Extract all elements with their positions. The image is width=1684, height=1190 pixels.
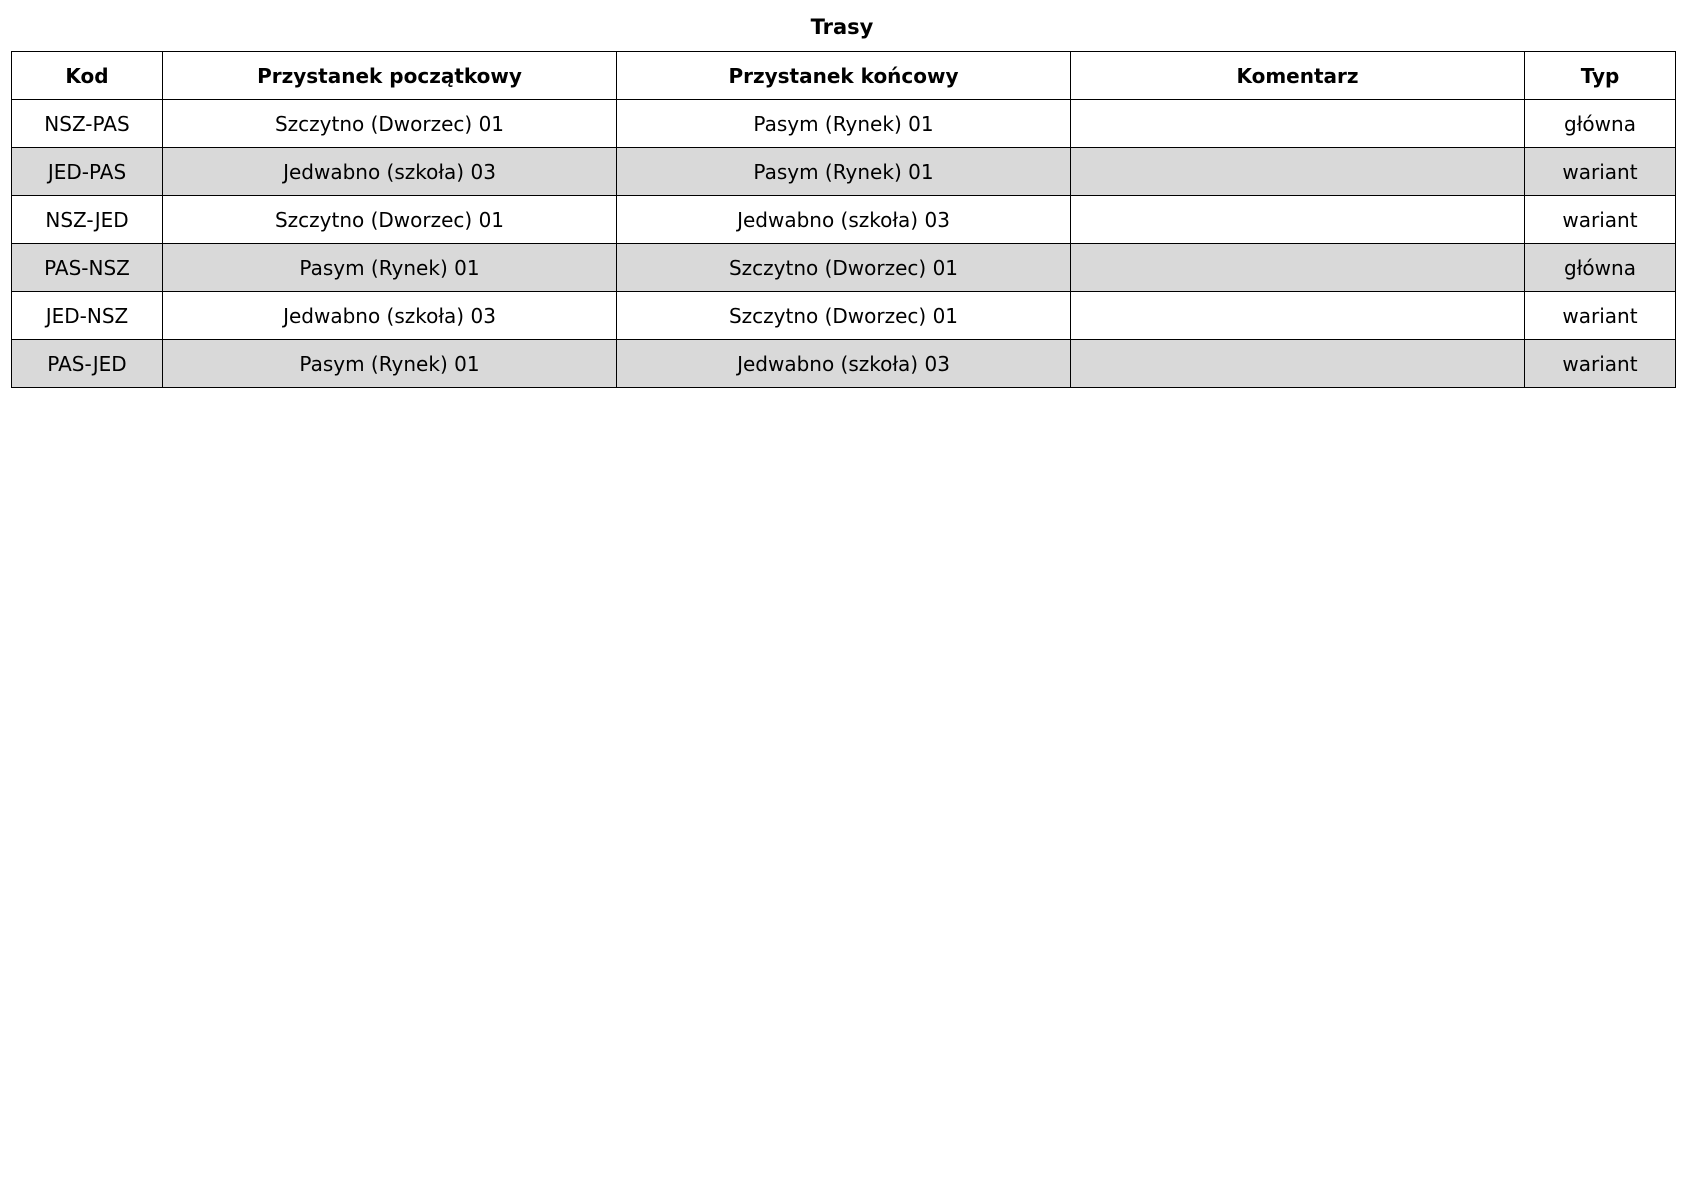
routes-table bbox=[11, 51, 1676, 388]
cell-comment bbox=[1071, 244, 1525, 292]
table-row bbox=[12, 100, 1676, 148]
cell-comment bbox=[1071, 100, 1525, 148]
cell-kod: NSZ-PAS bbox=[12, 100, 163, 148]
table-row bbox=[12, 292, 1676, 340]
cell-end-stop: Pasym (Rynek) 01 bbox=[617, 100, 1071, 148]
cell-type: wariant bbox=[1525, 340, 1676, 388]
cell-type: wariant bbox=[1525, 196, 1676, 244]
cell-type: główna bbox=[1525, 244, 1676, 292]
cell-kod: PAS-NSZ bbox=[12, 244, 163, 292]
cell-end-stop: Jedwabno (szkoła) 03 bbox=[617, 340, 1071, 388]
cell-comment bbox=[1071, 340, 1525, 388]
cell-kod: NSZ-JED bbox=[12, 196, 163, 244]
cell-type: wariant bbox=[1525, 148, 1676, 196]
table-row bbox=[12, 340, 1676, 388]
cell-start-stop: Pasym (Rynek) 01 bbox=[163, 244, 617, 292]
table-row bbox=[12, 196, 1676, 244]
cell-start-stop: Szczytno (Dworzec) 01 bbox=[163, 100, 617, 148]
cell-kod: PAS-JED bbox=[12, 340, 163, 388]
cell-end-stop: Szczytno (Dworzec) 01 bbox=[617, 292, 1071, 340]
cell-kod: JED-PAS bbox=[12, 148, 163, 196]
cell-kod: JED-NSZ bbox=[12, 292, 163, 340]
cell-comment bbox=[1071, 196, 1525, 244]
column-header-comment: Komentarz bbox=[1071, 52, 1525, 100]
column-header-end-stop: Przystanek końcowy bbox=[617, 52, 1071, 100]
cell-start-stop: Jedwabno (szkoła) 03 bbox=[163, 148, 617, 196]
column-header-start-stop: Przystanek początkowy bbox=[163, 52, 617, 100]
cell-end-stop: Pasym (Rynek) 01 bbox=[617, 148, 1071, 196]
cell-end-stop: Jedwabno (szkoła) 03 bbox=[617, 196, 1071, 244]
cell-comment bbox=[1071, 292, 1525, 340]
column-header-kod: Kod bbox=[12, 52, 163, 100]
cell-type: wariant bbox=[1525, 292, 1676, 340]
table-row bbox=[12, 148, 1676, 196]
cell-type: główna bbox=[1525, 100, 1676, 148]
table-header-row bbox=[12, 52, 1676, 100]
cell-end-stop: Szczytno (Dworzec) 01 bbox=[617, 244, 1071, 292]
table-row bbox=[12, 244, 1676, 292]
column-header-type: Typ bbox=[1525, 52, 1676, 100]
cell-comment bbox=[1071, 148, 1525, 196]
page-title: Trasy bbox=[810, 15, 874, 39]
cell-start-stop: Pasym (Rynek) 01 bbox=[163, 340, 617, 388]
cell-start-stop: Jedwabno (szkoła) 03 bbox=[163, 292, 617, 340]
cell-start-stop: Szczytno (Dworzec) 01 bbox=[163, 196, 617, 244]
